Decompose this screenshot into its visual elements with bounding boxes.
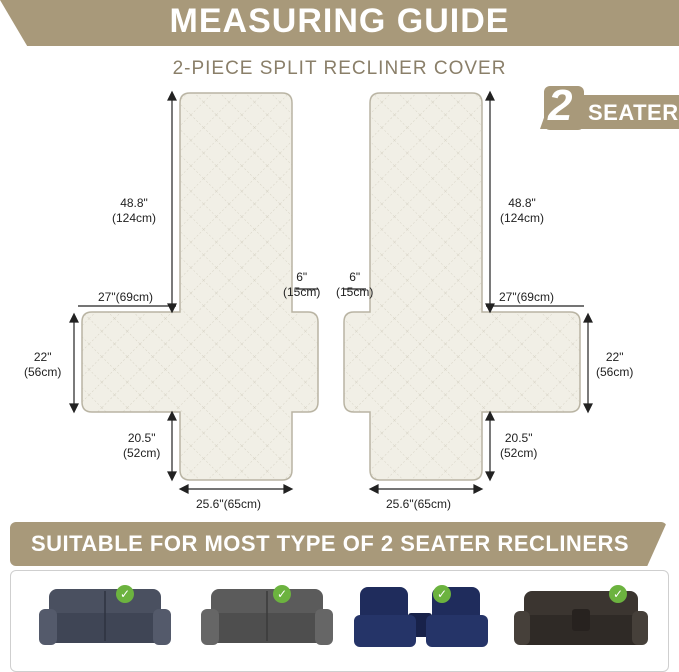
left-flap-width-label	[283, 270, 320, 300]
check-icon: ✓	[433, 585, 451, 603]
right-height-top-in: 48.8"	[508, 196, 536, 210]
left-seat-height-cm: (56cm)	[24, 365, 62, 379]
sofa-image-3	[346, 575, 496, 663]
right-seat-height-cm: (56cm)	[596, 365, 634, 379]
left-height-top-cm: (124cm)	[112, 211, 157, 225]
left-bottom-width-label: 25.6"(65cm)	[196, 497, 261, 511]
seater-badge-text: SEATER	[588, 100, 679, 125]
right-flap-width-in: 6"	[349, 270, 361, 284]
check-icon: ✓	[273, 585, 291, 603]
right-flap-width-cm: (15cm)	[336, 285, 374, 299]
right-flap-width-label	[336, 270, 373, 300]
page-title: MEASURING GUIDE	[169, 2, 510, 40]
check-icon: ✓	[116, 585, 134, 603]
left-flap-width-cm: (15cm)	[283, 285, 321, 299]
check-icon: ✓	[609, 585, 627, 603]
sofa-gallery	[10, 570, 669, 672]
suitable-banner-text: SUITABLE FOR MOST TYPE OF 2 SEATER RECLINERS	[30, 531, 630, 556]
right-bottom-height-label	[500, 431, 537, 461]
right-seat-height-in: 22"	[605, 350, 624, 364]
right-height-top-cm: (124cm)	[500, 211, 545, 225]
seater-badge-number: 2	[548, 81, 573, 130]
left-bottom-height-cm: (52cm)	[123, 446, 161, 460]
left-bottom-height-in: 20.5"	[127, 431, 156, 445]
sofa-image-4	[506, 575, 656, 663]
right-bottom-height-cm: (52cm)	[500, 446, 538, 460]
right-height-top-label	[500, 196, 544, 226]
left-bottom-height-label	[123, 431, 160, 461]
left-seat-height-in: 22"	[33, 350, 52, 364]
left-flap-width-in: 6"	[296, 270, 308, 284]
right-arm-width-label: 27"(69cm)	[499, 290, 554, 304]
right-bottom-width-label: 25.6"(65cm)	[386, 497, 451, 511]
right-bottom-height-in: 20.5"	[504, 431, 533, 445]
right-cover-piece	[344, 93, 580, 480]
right-seat-height-label	[596, 350, 633, 380]
left-height-top-label	[112, 196, 156, 226]
page-subtitle: 2-PIECE SPLIT RECLINER COVER	[172, 58, 507, 79]
sofa-image-1	[29, 575, 179, 663]
left-seat-height-label	[24, 350, 61, 380]
sofa-image-2	[191, 575, 341, 663]
left-arm-width-label: 27"(69cm)	[98, 290, 153, 304]
left-height-top-in: 48.8"	[120, 196, 148, 210]
